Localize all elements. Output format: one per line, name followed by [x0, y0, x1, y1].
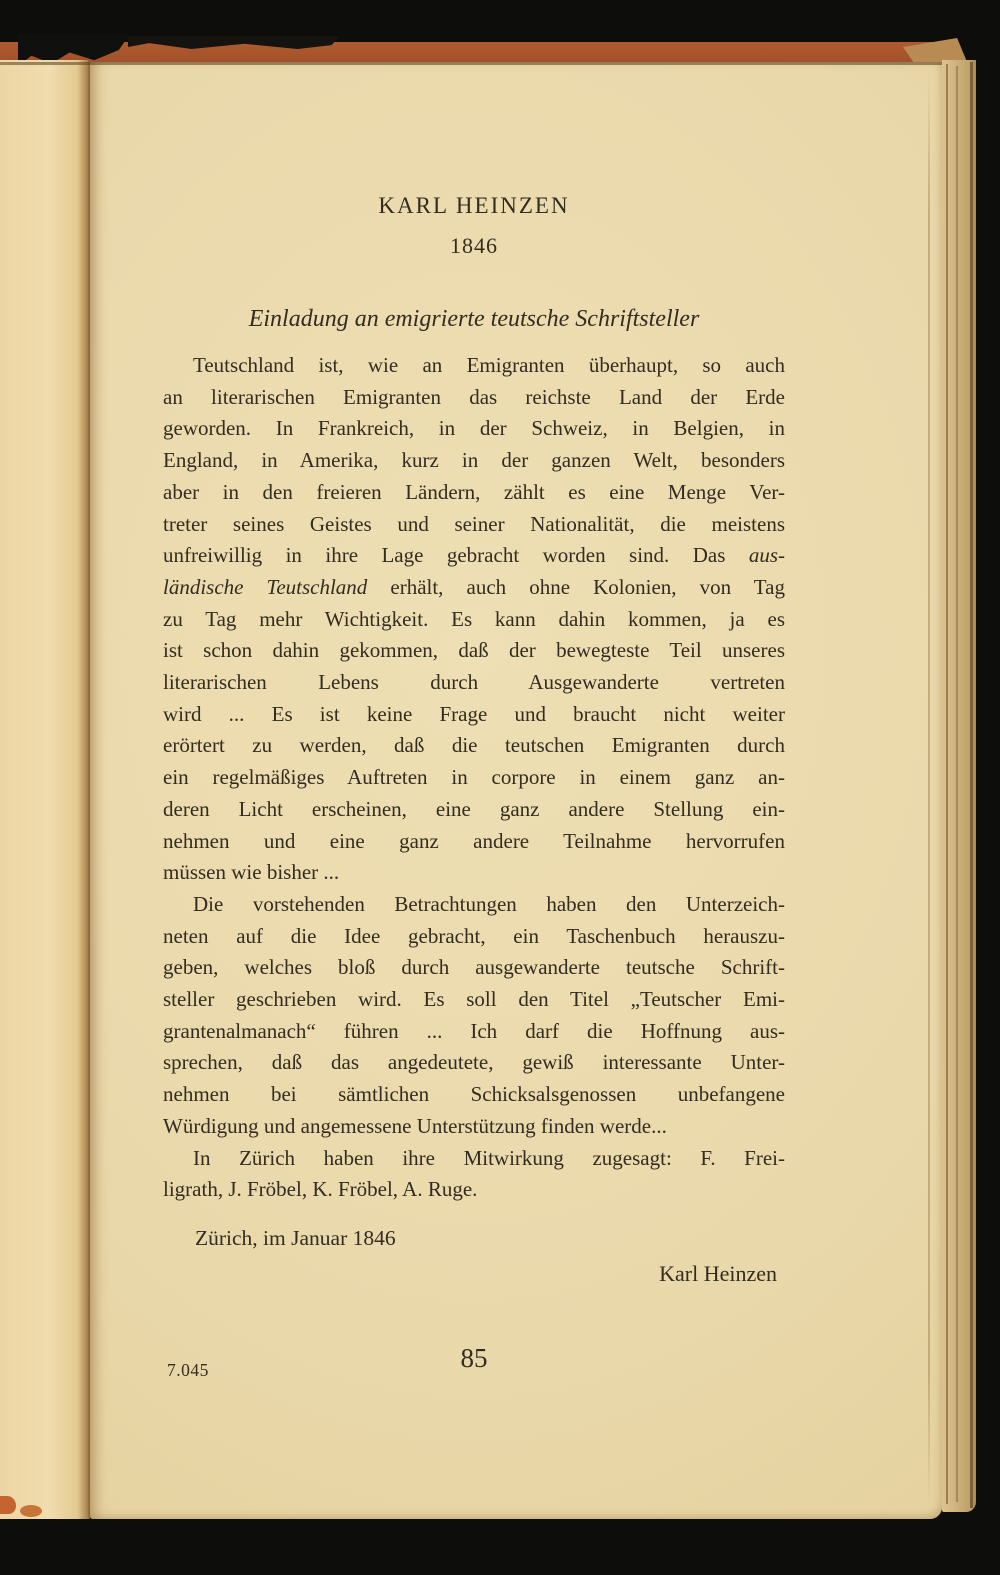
page-edge-line	[970, 62, 973, 1508]
page-header	[163, 193, 785, 333]
italic-text-segment: aus-	[748, 543, 785, 568]
text-line	[163, 889, 785, 921]
text-segment: erhält, auch ohne Kolonien, von Tag	[367, 574, 785, 599]
text-segment: deren Licht erscheinen, eine ganz andere Stellung ein-	[163, 796, 785, 821]
text-segment: erörtert zu werden, daß die teutschen Emigranten durch	[163, 733, 785, 758]
page-top-shadow	[0, 62, 942, 65]
text-segment: zu Tag mehr Wichtigkeit. Es kann dahin kommen, ja es	[163, 606, 785, 631]
text-line	[163, 477, 785, 509]
text-segment: sprechen, daß das angedeutete, gewiß interessante Unter-	[163, 1050, 785, 1075]
text-line	[163, 762, 785, 794]
text-line	[163, 1174, 785, 1206]
page-number: 85	[460, 1343, 488, 1373]
year-heading: 1846	[450, 233, 498, 258]
text-line	[163, 509, 785, 541]
document-title: Einladung an emigrierte teutsche Schriftsteller	[248, 306, 700, 332]
text-segment: literarischen Lebens durch Ausgewanderte vertreten	[163, 670, 785, 695]
text-segment: nehmen bei sämtlichen Schicksalsgenossen unbefangene	[163, 1082, 785, 1107]
text-segment: steller geschrieben wird. Es soll den Titel „Teutscher Emi-	[163, 987, 785, 1012]
signature: Karl Heinzen	[659, 1260, 777, 1286]
text-segment: Würdigung und angemessene Unterstützung finden werde...	[163, 1113, 667, 1138]
dateline: Zürich, im Januar 1846	[195, 1225, 396, 1250]
text-segment: geben, welches bloß durch ausgewanderte teutsche Schrift-	[163, 955, 785, 980]
paragraph	[163, 1143, 785, 1206]
text-segment: Teutschland ist, wie an Emigranten überhaupt, so auch	[193, 353, 785, 377]
text-segment: an literarischen Emigranten das reichste Land der Erde	[163, 384, 785, 409]
text-line	[163, 699, 785, 731]
text-segment: nehmen und eine ganz andere Teilnahme hervorrufen	[163, 828, 785, 853]
text-segment: grantenalmanach“ führen ... Ich darf die Hoffnung aus-	[163, 1018, 785, 1043]
text-segment: unfreiwillig in ihre Lage gebracht worden sind. Das	[163, 543, 749, 568]
text-line	[163, 984, 785, 1016]
text-segment: ist schon dahin gekommen, daß der bewegteste Teil unseres	[163, 638, 785, 663]
text-segment: In Zürich haben ihre Mitwirkung zugesagt: F. Frei-	[193, 1145, 785, 1170]
page-curve-line	[928, 70, 930, 1510]
text-line	[163, 604, 785, 636]
catalog-number: 7.045	[167, 1360, 209, 1380]
torn-paper-bit	[20, 1505, 42, 1517]
text-line	[163, 921, 785, 953]
text-line	[163, 857, 785, 889]
text-segment: müssen wie bisher ...	[163, 860, 340, 885]
text-segment: geworden. In Frankreich, in der Schweiz, in Belgien, in	[163, 416, 785, 441]
text-line	[163, 572, 785, 604]
text-line	[163, 730, 785, 762]
text-line	[163, 1079, 785, 1111]
text-line	[163, 445, 785, 477]
text-segment: treter seines Geistes und seiner Nationalität, die meistens	[163, 511, 785, 536]
text-line	[163, 540, 785, 572]
text-segment: ligrath, J. Fröbel, K. Fröbel, A. Ruge.	[163, 1177, 478, 1202]
facing-page-edge	[0, 60, 90, 1519]
text-line	[163, 667, 785, 699]
paragraph	[163, 350, 785, 889]
text-line	[163, 826, 785, 858]
text-line	[163, 635, 785, 667]
author-name: KARL HEINZEN	[378, 193, 570, 218]
italic-text-segment: ländische Teutschland	[163, 574, 368, 599]
text-segment: wird ... Es ist keine Frage und braucht nicht weiter	[163, 701, 785, 726]
page-edge-line	[956, 66, 958, 1502]
torn-paper-bit	[0, 1496, 16, 1514]
text-segment: ein regelmäßiges Auftreten in corpore in einem ganz an-	[163, 765, 785, 790]
text-line	[163, 1016, 785, 1048]
page-edge-line	[946, 64, 948, 1504]
text-segment: Die vorstehenden Betrachtungen haben den Unterzeich-	[193, 891, 785, 916]
text-segment: neten auf die Idee gebracht, ein Taschenbuch herauszu-	[163, 923, 785, 948]
paragraph	[163, 889, 785, 1143]
body-text	[163, 350, 785, 1289]
text-segment: England, in Amerika, kurz in der ganzen Welt, besonders	[163, 448, 785, 473]
text-line	[163, 1047, 785, 1079]
text-line	[163, 1111, 785, 1143]
text-line	[163, 382, 785, 414]
text-line	[163, 413, 785, 445]
text-segment: aber in den freieren Ländern, zählt es eine Menge Ver-	[163, 479, 785, 504]
text-line	[163, 1143, 785, 1175]
text-line	[163, 350, 785, 382]
text-line	[163, 794, 785, 826]
text-line	[163, 952, 785, 984]
